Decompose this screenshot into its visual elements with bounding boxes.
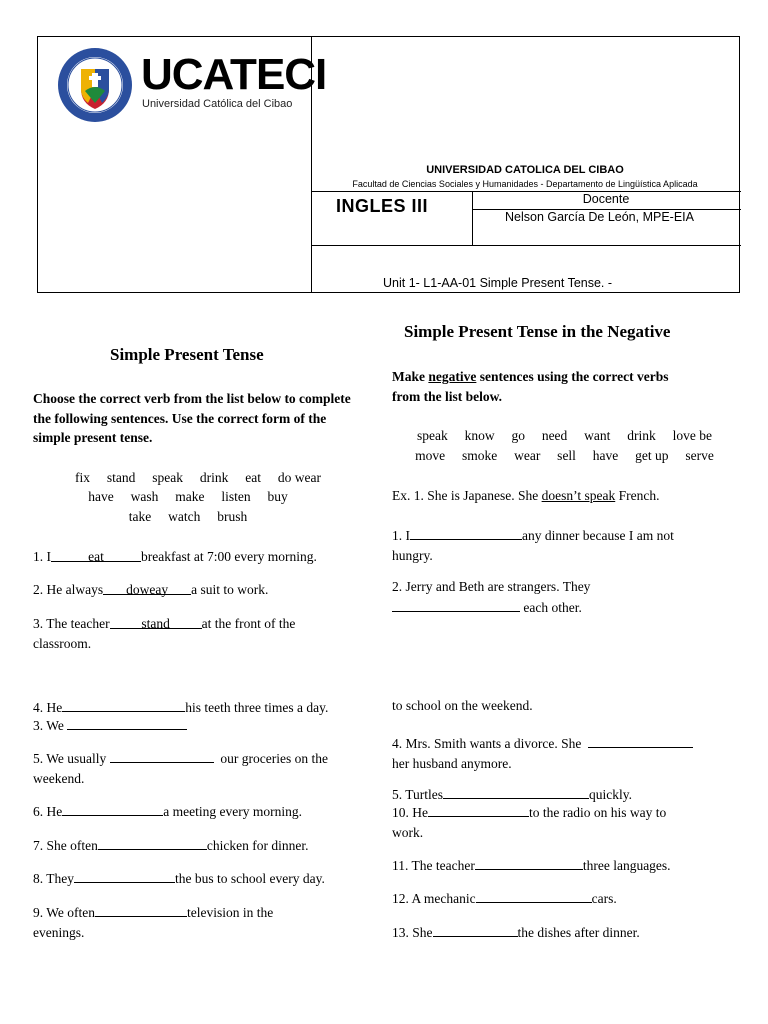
right-item-10: 10. He to the radio on his way to work.	[392, 802, 732, 842]
right-item-11: 11. The teacher three languages.	[392, 855, 671, 876]
right-item-5: 5. Turtles quickly.	[392, 784, 632, 805]
left-item-9: 9. We often television in the evenings.	[33, 902, 355, 942]
course-name: INGLES III	[336, 196, 429, 216]
answer-blank[interactable]	[392, 597, 520, 612]
answer-blank[interactable]	[588, 733, 693, 748]
left-item-8: 8. They the bus to school every day.	[33, 868, 325, 889]
logo-wordmark: UCATECI	[141, 50, 327, 99]
answer-blank[interactable]	[476, 888, 592, 903]
left-instructions: Choose the correct verb from the list below to complete the following sentences. Use the correct form of the simple present tense.	[33, 391, 351, 445]
answer-blank[interactable]	[410, 525, 522, 540]
university-name: UNIVERSIDAD CATOLICA DEL CIBAO	[426, 164, 624, 176]
answer-blank[interactable]	[475, 855, 583, 870]
role-label: Docente	[582, 192, 630, 206]
answer-blank[interactable]	[443, 784, 589, 799]
faculty-line: Facultad de Ciencias Sociales y Humanidades - Departamento de Lingüística Aplicada	[352, 179, 698, 189]
answer-blank[interactable]	[110, 748, 214, 763]
answer-blank[interactable]	[67, 715, 187, 730]
answer-blank[interactable]	[62, 801, 163, 816]
answer-blank[interactable]	[74, 868, 175, 883]
left-item-4: 4. He his teeth three times a day.	[33, 697, 328, 718]
left-item-2: 2. He always doweay a suit to work.	[33, 582, 269, 597]
answer-blank[interactable]	[95, 902, 187, 917]
logo-subtitle: Universidad Católica del Cibao	[142, 98, 293, 110]
left-item-7: 7. She often chicken for dinner.	[33, 835, 308, 856]
left-word-row-2: have wash make listen buy	[88, 489, 288, 504]
answer-blank[interactable]	[62, 697, 185, 712]
left-item-5: 5. We usually our groceries on the weekend.	[33, 748, 355, 788]
right-item-4: 4. Mrs. Smith wants a divorce. She her husband anymore.	[392, 733, 732, 773]
right-example: Ex. 1. She is Japanese. She doesn’t speak French.	[392, 488, 660, 503]
answer-blank[interactable]	[98, 835, 207, 850]
left-item-3: 3. The teacher stand at the front of the classroom.	[33, 616, 296, 651]
left-word-row-3: take watch brush	[128, 509, 248, 524]
unit-label: Unit 1- L1-AA-01 Simple Present Tense. -	[383, 276, 613, 290]
right-section-title: Simple Present Tense in the Negative	[404, 322, 671, 341]
right-word-row-1: speak know go need want drink love be	[416, 428, 713, 443]
right-instructions: Make negative sentences using the correct verbs from the list below.	[392, 369, 669, 404]
teacher-name: Nelson García De León, MPE-EIA	[505, 210, 694, 224]
right-item-3-fragment: to school on the weekend.	[392, 698, 533, 713]
answer-blank[interactable]	[433, 922, 518, 937]
right-item-1: 1. I any dinner because I am not hungry.	[392, 525, 732, 565]
right-word-row-2: move smoke wear sell have get up serve	[415, 448, 714, 463]
left-section-title: Simple Present Tense	[110, 345, 264, 364]
answer-blank[interactable]	[428, 802, 529, 817]
answer-blank[interactable]: eat	[51, 547, 141, 562]
answer-blank[interactable]: doweay	[103, 580, 191, 595]
right-item-12: 12. A mechanic cars.	[392, 888, 617, 909]
left-item-6: 6. He a meeting every morning.	[33, 801, 302, 822]
left-item-1: 1. I eat breakfast at 7:00 every morning.	[33, 549, 317, 564]
right-item-2: 2. Jerry and Beth are strangers. They each other.	[392, 579, 591, 615]
university-seal-icon	[56, 45, 134, 125]
right-item-13: 13. She the dishes after dinner.	[392, 922, 640, 943]
left-item-3b: 3. We	[33, 715, 187, 736]
answer-blank[interactable]: stand	[110, 614, 202, 629]
left-word-row-1: fix stand speak drink eat do wear	[75, 470, 321, 485]
